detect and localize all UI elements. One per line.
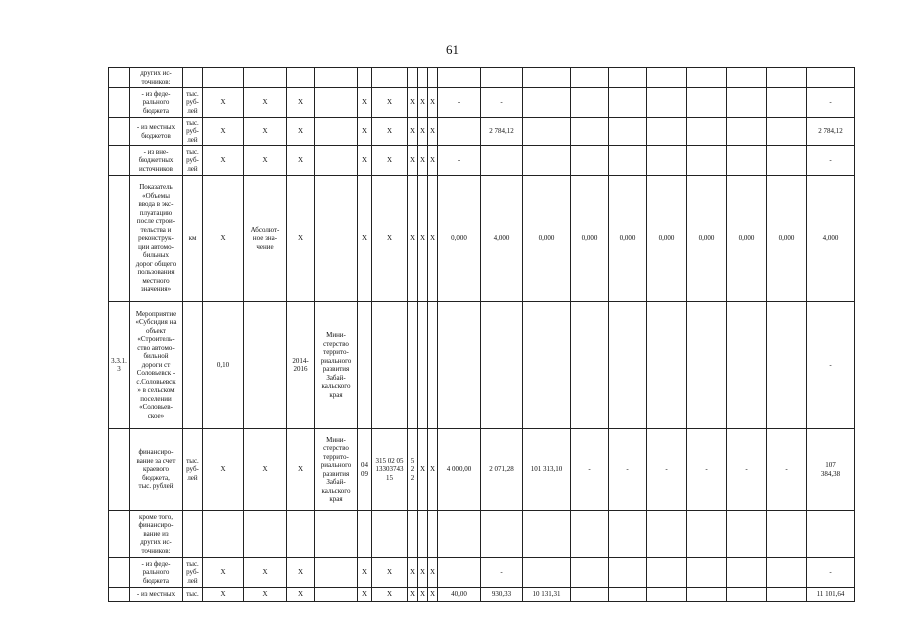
table-cell-col-total: 4,000 bbox=[807, 176, 855, 302]
table-cell-col-7 bbox=[315, 146, 358, 176]
table-cell-col-total bbox=[807, 511, 855, 558]
table-cell-col-5: X bbox=[244, 588, 287, 602]
table-cell-col-12 bbox=[428, 302, 438, 429]
table-cell-unit: тыс. bbox=[183, 588, 203, 602]
table-cell-col-4: X bbox=[203, 146, 244, 176]
table-cell-col-7 bbox=[315, 511, 358, 558]
table-cell-col-19 bbox=[687, 146, 727, 176]
table-cell-col-4: X bbox=[203, 88, 244, 118]
table-cell-col-10 bbox=[408, 302, 418, 429]
table-cell-col-14: 2 784,12 bbox=[481, 118, 523, 146]
table-cell-col-6: 2014- 2016 bbox=[287, 302, 315, 429]
table-cell-col-21 bbox=[767, 68, 807, 88]
table-cell-col-11: X bbox=[418, 118, 428, 146]
table-cell-col-6: X bbox=[287, 558, 315, 588]
table-cell-col-16 bbox=[571, 302, 609, 429]
table-cell-col-13 bbox=[438, 511, 481, 558]
program-table bbox=[108, 67, 855, 602]
table-cell-col-21: 0,000 bbox=[767, 176, 807, 302]
table-cell-row-code bbox=[109, 176, 130, 302]
table-cell-unit bbox=[183, 68, 203, 88]
table-cell-col-4 bbox=[203, 511, 244, 558]
table-cell-col-10 bbox=[408, 68, 418, 88]
table-cell-unit: тыс. руб- лей bbox=[183, 429, 203, 511]
table-cell-col-18: - bbox=[647, 429, 687, 511]
table-cell-col-19 bbox=[687, 302, 727, 429]
table-row bbox=[109, 88, 855, 118]
table-row bbox=[109, 511, 855, 558]
table-cell-indicator-name: Мероприятие «Субсидия на объект «Строитель- ство автомо- бильной дороги ст Соловьевск - с.Соловьевск » в сельском поселении «Соловьев- ское» bbox=[130, 302, 183, 429]
table-cell-indicator-name: - из вне- бюджетных источников bbox=[130, 146, 183, 176]
table-cell-col-18 bbox=[647, 88, 687, 118]
table-cell-col-16: - bbox=[571, 429, 609, 511]
table-cell-col-8: 04 09 bbox=[358, 429, 372, 511]
table-cell-row-code bbox=[109, 558, 130, 588]
table-cell-col-12: X bbox=[428, 88, 438, 118]
table-cell-col-12 bbox=[428, 68, 438, 88]
table-cell-col-18: 0,000 bbox=[647, 176, 687, 302]
table-cell-col-21 bbox=[767, 88, 807, 118]
table-cell-col-12: X bbox=[428, 429, 438, 511]
table-cell-col-7 bbox=[315, 588, 358, 602]
page-number: 61 bbox=[446, 42, 459, 57]
table-cell-col-19 bbox=[687, 118, 727, 146]
table-cell-col-17 bbox=[609, 118, 647, 146]
table-cell-col-9 bbox=[372, 302, 408, 429]
table-cell-col-total: - bbox=[807, 558, 855, 588]
table-cell-col-5 bbox=[244, 511, 287, 558]
table-cell-col-8 bbox=[358, 302, 372, 429]
table-cell-col-6: X bbox=[287, 146, 315, 176]
table-cell-col-14 bbox=[481, 511, 523, 558]
table-cell-col-11: X bbox=[418, 588, 428, 602]
table-cell-col-13 bbox=[438, 68, 481, 88]
table-cell-col-8: X bbox=[358, 118, 372, 146]
table-cell-col-4: X bbox=[203, 118, 244, 146]
table-cell-col-14 bbox=[481, 68, 523, 88]
table-row bbox=[109, 146, 855, 176]
table-cell-col-13 bbox=[438, 118, 481, 146]
table-cell-col-6: X bbox=[287, 429, 315, 511]
table-cell-col-14: 4,000 bbox=[481, 176, 523, 302]
table-row bbox=[109, 588, 855, 602]
table-cell-col-11: X bbox=[418, 558, 428, 588]
table-cell-col-12 bbox=[428, 511, 438, 558]
table-cell-col-14 bbox=[481, 146, 523, 176]
table-cell-col-15 bbox=[523, 511, 571, 558]
table-cell-col-20 bbox=[727, 558, 767, 588]
table-cell-col-16 bbox=[571, 88, 609, 118]
table-cell-row-code: 3.3.1. 3 bbox=[109, 302, 130, 429]
table-cell-col-15 bbox=[523, 88, 571, 118]
table-cell-col-total bbox=[807, 68, 855, 88]
table-cell-col-21 bbox=[767, 118, 807, 146]
table-cell-col-20 bbox=[727, 118, 767, 146]
table-cell-col-15 bbox=[523, 68, 571, 88]
table-cell-indicator-name: - из феде- рального бюджета bbox=[130, 88, 183, 118]
table-cell-col-14: - bbox=[481, 558, 523, 588]
table-cell-col-15 bbox=[523, 146, 571, 176]
table-cell-col-19 bbox=[687, 558, 727, 588]
table-cell-indicator-name: Показатель «Объемы ввода в экс- плуатацию после строи- тельства и реконструк- ции автомо- бильных дорог общего пользования местного значения» bbox=[130, 176, 183, 302]
table-cell-col-15: 0,000 bbox=[523, 176, 571, 302]
table-cell-indicator-name: - из местных бюджетов bbox=[130, 118, 183, 146]
table-cell-col-13: - bbox=[438, 146, 481, 176]
table-cell-col-10: 5 2 2 bbox=[408, 429, 418, 511]
table-cell-col-16 bbox=[571, 118, 609, 146]
table-cell-col-5: X bbox=[244, 146, 287, 176]
table-cell-indicator-name: кроме того, финансиро- вание из других ис- точников: bbox=[130, 511, 183, 558]
table-cell-col-20 bbox=[727, 146, 767, 176]
table-cell-col-13: 40,00 bbox=[438, 588, 481, 602]
table-cell-col-12: X bbox=[428, 176, 438, 302]
table-cell-col-6: X bbox=[287, 118, 315, 146]
table-cell-col-5: X bbox=[244, 558, 287, 588]
table-cell-col-9: 315 02 05 13303743 15 bbox=[372, 429, 408, 511]
table-cell-col-15 bbox=[523, 302, 571, 429]
table-cell-col-5: X bbox=[244, 118, 287, 146]
table-cell-col-7 bbox=[315, 558, 358, 588]
table-cell-col-7: Мини- стерство террито- риального развития Забай- кальского края bbox=[315, 429, 358, 511]
table-cell-col-10: X bbox=[408, 118, 418, 146]
table-cell-col-19: 0,000 bbox=[687, 176, 727, 302]
table-cell-col-17 bbox=[609, 146, 647, 176]
table-cell-row-code bbox=[109, 588, 130, 602]
table-cell-col-16: 0,000 bbox=[571, 176, 609, 302]
table-cell-col-18 bbox=[647, 118, 687, 146]
table-cell-col-6 bbox=[287, 511, 315, 558]
table-cell-col-4: X bbox=[203, 558, 244, 588]
table-row bbox=[109, 558, 855, 588]
table-cell-col-9: X bbox=[372, 146, 408, 176]
table-cell-col-21 bbox=[767, 558, 807, 588]
table-cell-col-7 bbox=[315, 88, 358, 118]
table-cell-col-9 bbox=[372, 68, 408, 88]
table-cell-col-20 bbox=[727, 302, 767, 429]
table-row bbox=[109, 176, 855, 302]
table-cell-col-11: X bbox=[418, 176, 428, 302]
table-cell-col-9: X bbox=[372, 558, 408, 588]
table-cell-col-13: 0,000 bbox=[438, 176, 481, 302]
table-cell-col-10: X bbox=[408, 588, 418, 602]
table-cell-unit bbox=[183, 302, 203, 429]
table-cell-col-total: - bbox=[807, 146, 855, 176]
table-cell-col-6: X bbox=[287, 176, 315, 302]
table-cell-col-12: X bbox=[428, 118, 438, 146]
table-cell-col-17 bbox=[609, 588, 647, 602]
table-cell-col-12: X bbox=[428, 558, 438, 588]
table-cell-col-11: X bbox=[418, 88, 428, 118]
table-cell-col-20 bbox=[727, 588, 767, 602]
table-cell-unit: тыс. руб- лей bbox=[183, 558, 203, 588]
table-cell-col-16 bbox=[571, 558, 609, 588]
table-cell-col-20: - bbox=[727, 429, 767, 511]
table-cell-col-4 bbox=[203, 68, 244, 88]
table-cell-col-6: X bbox=[287, 88, 315, 118]
table-cell-col-7 bbox=[315, 68, 358, 88]
table-cell-col-10: X bbox=[408, 176, 418, 302]
table-cell-row-code bbox=[109, 511, 130, 558]
table-cell-col-5 bbox=[244, 302, 287, 429]
table-cell-col-total: 107 384,38 bbox=[807, 429, 855, 511]
table-cell-col-13 bbox=[438, 302, 481, 429]
table-cell-col-10: X bbox=[408, 558, 418, 588]
table-cell-col-9: X bbox=[372, 88, 408, 118]
table-cell-col-7: Мини- стерство террито- риального развития Забай- кальского края bbox=[315, 302, 358, 429]
table-cell-col-18 bbox=[647, 302, 687, 429]
table-cell-col-total: 2 784,12 bbox=[807, 118, 855, 146]
table-cell-col-20 bbox=[727, 511, 767, 558]
table-cell-col-4: 0,10 bbox=[203, 302, 244, 429]
table-cell-col-8: X bbox=[358, 558, 372, 588]
table-cell-unit: тыс. руб- лей bbox=[183, 146, 203, 176]
table-cell-col-19: - bbox=[687, 429, 727, 511]
table-cell-col-11 bbox=[418, 511, 428, 558]
table-cell-col-7 bbox=[315, 176, 358, 302]
table-cell-col-15 bbox=[523, 558, 571, 588]
table-cell-col-total: - bbox=[807, 88, 855, 118]
table-row bbox=[109, 118, 855, 146]
table-cell-col-5 bbox=[244, 68, 287, 88]
table-cell-col-15: 101 313,10 bbox=[523, 429, 571, 511]
table-cell-col-10: X bbox=[408, 88, 418, 118]
table-cell-col-9: X bbox=[372, 588, 408, 602]
table-cell-row-code bbox=[109, 118, 130, 146]
table-cell-col-21 bbox=[767, 302, 807, 429]
table-cell-col-10 bbox=[408, 511, 418, 558]
table-cell-col-14 bbox=[481, 302, 523, 429]
table-cell-unit bbox=[183, 511, 203, 558]
table-cell-col-18 bbox=[647, 68, 687, 88]
table-cell-col-18 bbox=[647, 588, 687, 602]
table-cell-col-13: - bbox=[438, 88, 481, 118]
table-cell-col-21 bbox=[767, 146, 807, 176]
table-cell-col-21: - bbox=[767, 429, 807, 511]
table-cell-col-15 bbox=[523, 118, 571, 146]
table-cell-col-14: - bbox=[481, 88, 523, 118]
table-cell-col-6 bbox=[287, 68, 315, 88]
table-cell-col-13: 4 000,00 bbox=[438, 429, 481, 511]
table-cell-indicator-name: - из феде- рального бюджета bbox=[130, 558, 183, 588]
table-cell-col-16 bbox=[571, 146, 609, 176]
table-cell-unit: тыс. руб- лей bbox=[183, 118, 203, 146]
table-cell-col-13 bbox=[438, 558, 481, 588]
table-cell-col-8: X bbox=[358, 88, 372, 118]
table-cell-indicator-name: - из местных bbox=[130, 588, 183, 602]
table-cell-col-19 bbox=[687, 68, 727, 88]
table-cell-col-14: 2 071,28 bbox=[481, 429, 523, 511]
table-cell-col-11: X bbox=[418, 146, 428, 176]
table-cell-col-19 bbox=[687, 88, 727, 118]
table-row bbox=[109, 429, 855, 511]
table-cell-col-6: X bbox=[287, 588, 315, 602]
table-cell-col-16 bbox=[571, 68, 609, 88]
table-cell-col-total: - bbox=[807, 302, 855, 429]
table-cell-col-17: - bbox=[609, 429, 647, 511]
table-cell-col-12: X bbox=[428, 146, 438, 176]
table-cell-row-code bbox=[109, 429, 130, 511]
table-cell-col-17 bbox=[609, 302, 647, 429]
table-cell-col-8 bbox=[358, 511, 372, 558]
table-cell-col-19 bbox=[687, 588, 727, 602]
table-cell-col-4: X bbox=[203, 429, 244, 511]
table-cell-col-18 bbox=[647, 511, 687, 558]
table-cell-col-17 bbox=[609, 511, 647, 558]
table-cell-col-17 bbox=[609, 88, 647, 118]
table-cell-row-code bbox=[109, 88, 130, 118]
table-cell-col-18 bbox=[647, 558, 687, 588]
table-cell-col-9: X bbox=[372, 176, 408, 302]
table-cell-unit: тыс. руб- лей bbox=[183, 88, 203, 118]
table-cell-row-code bbox=[109, 68, 130, 88]
table-cell-col-8: X bbox=[358, 176, 372, 302]
table-cell-col-5: X bbox=[244, 88, 287, 118]
table-cell-col-14: 930,33 bbox=[481, 588, 523, 602]
table-cell-col-17 bbox=[609, 68, 647, 88]
table-cell-col-10: X bbox=[408, 146, 418, 176]
table-cell-col-21 bbox=[767, 588, 807, 602]
table-cell-col-9 bbox=[372, 511, 408, 558]
table-cell-col-21 bbox=[767, 511, 807, 558]
table-cell-col-20 bbox=[727, 88, 767, 118]
table-cell-col-8 bbox=[358, 68, 372, 88]
table-cell-col-7 bbox=[315, 118, 358, 146]
table-cell-col-16 bbox=[571, 511, 609, 558]
table-cell-col-total: 11 101,64 bbox=[807, 588, 855, 602]
table-cell-col-17: 0,000 bbox=[609, 176, 647, 302]
table-cell-col-4: X bbox=[203, 588, 244, 602]
table-cell-col-20 bbox=[727, 68, 767, 88]
table-cell-unit: км bbox=[183, 176, 203, 302]
table-cell-col-8: X bbox=[358, 588, 372, 602]
table-cell-col-5: Абсолют- ное зна- чение bbox=[244, 176, 287, 302]
table-cell-col-11 bbox=[418, 68, 428, 88]
table-cell-col-11 bbox=[418, 302, 428, 429]
table-cell-col-18 bbox=[647, 146, 687, 176]
table-cell-col-11: X bbox=[418, 429, 428, 511]
table-cell-col-15: 10 131,31 bbox=[523, 588, 571, 602]
table-cell-col-4: X bbox=[203, 176, 244, 302]
table-cell-col-17 bbox=[609, 558, 647, 588]
table-row bbox=[109, 302, 855, 429]
table-cell-col-16 bbox=[571, 588, 609, 602]
table-cell-indicator-name: других ис- точников: bbox=[130, 68, 183, 88]
table-cell-col-5: X bbox=[244, 429, 287, 511]
table-cell-indicator-name: финансиро- вание за счет краевого бюджета, тыс. рублей bbox=[130, 429, 183, 511]
table-cell-col-9: X bbox=[372, 118, 408, 146]
table-cell-col-20: 0,000 bbox=[727, 176, 767, 302]
table-cell-col-12: X bbox=[428, 588, 438, 602]
table-row bbox=[109, 68, 855, 88]
table-cell-col-8: X bbox=[358, 146, 372, 176]
table-cell-row-code bbox=[109, 146, 130, 176]
table-cell-col-19 bbox=[687, 511, 727, 558]
